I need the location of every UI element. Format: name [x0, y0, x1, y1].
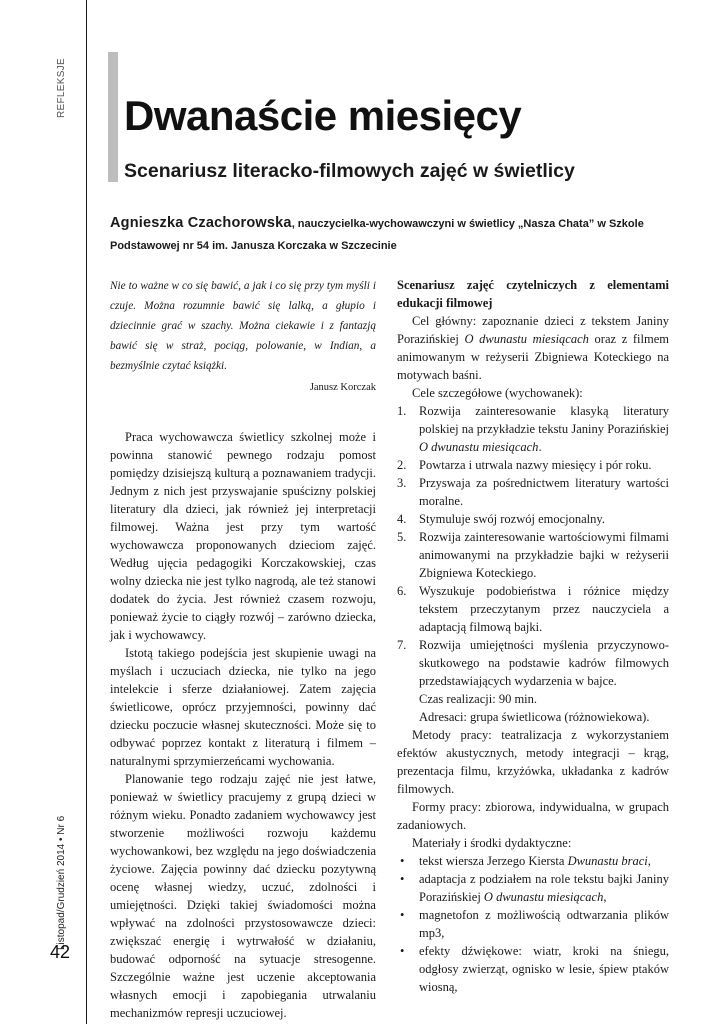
goal-item — [397, 456, 669, 474]
paragraph: Praca wychowawcza świetlicy szkolnej może i powinna stanowić pewnego rodzaju pomost pomiędzy dzisiejszą kulturą a poznawaniem tradycji. Jednym z nich jest przyswajanie spuścizny polskiej literatury dla dzieci, jak również jej interpretacji filmowej. Ważna jest przy tym wartość wychowawcza proponowanych dzieciom zajęć. Według ujęcia pedagogiki Korczakowskiej, czas wolny dziecka nie jest tylko nagrodą, ale też stanowi dodatek do życia. Jest również czasem rozwoju, ponieważ życie to ciągły rozwój – zarówno dziecka, jak i wychowawcy. — [110, 430, 376, 642]
item-text: magnetofon z możliwością odtwarzania plików mp3, — [419, 908, 669, 940]
item-text: Stymuluje swój rozwój emocjonalny. — [419, 512, 605, 526]
item-text: Przyswaja za pośrednictwem literatury wartości moralne. — [419, 476, 669, 508]
author-affiliation: , nauczycielka-wychowawczyni w świetlicy „Nasza Chata” w Szkole — [291, 218, 644, 230]
item-suffix: . — [538, 440, 542, 454]
item-text: Powtarza i utrwala nazwy miesięcy i pór roku. — [419, 458, 652, 472]
goal-number: 4. — [397, 512, 407, 526]
scenario-heading: Scenariusz zajęć czytelniczych z elementami edukacji filmowej — [397, 278, 669, 310]
goals-list — [397, 402, 669, 690]
article-subtitle: Scenariusz literacko-filmowych zajęć w świetlicy — [124, 160, 575, 182]
book-title: O dwunastu miesiącach — [464, 332, 589, 346]
author-block — [110, 212, 670, 257]
article-title: Dwanaście miesięcy — [124, 92, 522, 139]
bullet-icon: • — [400, 854, 405, 868]
paragraph: Planowanie tego rodzaju zajęć nie jest łatwe, ponieważ w świetlicy pracujemy z grupą dzieci w różnym wieku. Ponadto zadaniem wychowawcy jest stworzenie możliwości rozwoju każdemu wychowankowi, bez względu na jego doświadczenia życiowe. Zajęcia powinny dać dziecku pozytywną ocenę własnej wiedzy, uczuć, zdolności i umiejętności. Dzięki takiej świadomości można wpływać na zdolności przystosowawcze dzieci: zwiększać energię i wytrwałość w działaniu, budować odporność na sytuacje stresogenne. Szczególnie ważne jest uczenie akceptowania własnych emocji i zapobiegania utrwalaniu mechanizmów represji uczuciowej. — [110, 772, 376, 1020]
goal-number: 1. — [397, 404, 407, 418]
goal-number: 7. — [397, 638, 407, 652]
goal-number: 2. — [397, 458, 407, 472]
bullet-icon: • — [400, 908, 405, 922]
main-goal-text-cont: oraz z filmem animowanym w reżyserii Zbigniewa Koteckiego na motywach baśni. — [397, 332, 669, 382]
methods-info: Metody pracy: teatralizacja z wykorzystaniem efektów akustycznych, metody integracji – krąg, prezentacja filmu, krzyżówka, układanka z kadrów filmowych. — [397, 728, 669, 796]
margin-rule — [86, 0, 87, 1024]
page-number: 42 — [50, 942, 71, 962]
item-text: Rozwija zainteresowanie wartościowymi filmami animowanymi na przykładzie bajki w reżyserii Zbigniewa Koteckiego. — [419, 530, 669, 580]
materials-heading: Materiały i środki dydaktyczne: — [412, 836, 572, 850]
goal-item — [397, 510, 669, 528]
author-affiliation-cont: Podstawowej nr 54 im. Janusza Korczaka w Szczecinie — [110, 240, 397, 252]
item-text: efekty dźwiękowe: wiatr, kroki na śniegu, odgłosy zwierząt, ognisko w lesie, śpiew ptaków wiosną, — [419, 944, 669, 994]
material-item — [397, 906, 669, 942]
author-name: Agnieszka Czachorowska — [110, 215, 292, 231]
main-goal — [397, 312, 669, 384]
goal-number: 5. — [397, 530, 407, 544]
item-text: Rozwija zainteresowanie klasyką literatury polskiej na przykładzie tekstu Janiny Porazińskiej — [419, 404, 669, 436]
item-title: Dwunastu braci — [567, 854, 648, 868]
audience-info: Adresaci: grupa świetlicowa (różnowiekowa). — [419, 710, 650, 724]
intro-text — [110, 428, 376, 1022]
section-label: REFLEKSJE — [56, 58, 67, 118]
goal-item — [397, 528, 669, 582]
issue-label: Listopad/Grudzień 2014 • Nr 6 — [56, 815, 67, 950]
motto-author: Janusz Korczak — [309, 382, 376, 393]
item-text: tekst wiersza Jerzego Kiersta — [419, 854, 568, 868]
goal-number: 6. — [397, 584, 407, 598]
goals-heading: Cele szczegółowe (wychowanek): — [412, 386, 583, 400]
goal-item — [397, 474, 669, 510]
material-item — [397, 870, 669, 906]
item-title: O dwunastu miesiącach — [419, 440, 539, 454]
bullet-icon: • — [400, 872, 405, 886]
material-item — [397, 852, 669, 870]
goal-item — [397, 582, 669, 636]
goal-item — [397, 636, 669, 690]
main-goal-text: Cel główny: zapoznanie dzieci z tekstem Janiny Porazińskiej — [397, 314, 669, 346]
item-text: Rozwija umiejętności myślenia przyczynowo-skutkowego na podstawie kadrów filmowych przedstawiających wydarzenia w bajce. — [419, 638, 669, 688]
right-column — [397, 276, 669, 996]
item-text: adaptacja z podziałem na role tekstu bajki Janiny Porazińskiej — [419, 872, 669, 904]
motto-text: Nie to ważne w co się bawić, a jak i co się przy tym myśli i czuje. Można rozumnie bawić się lalką, a głupio i dziecinnie grać w szachy. Można ciekawie i z fantazją bawić się w straż, pociąg, polowanie, w Indian, a bezmyślnie czytać książki. — [110, 280, 376, 372]
item-title: O dwunastu miesiącach — [483, 890, 604, 904]
title-accent-bar — [108, 52, 118, 182]
item-suffix: , — [603, 890, 607, 904]
item-suffix: , — [647, 854, 651, 868]
left-column — [110, 276, 376, 1022]
time-info: Czas realizacji: 90 min. — [419, 692, 538, 706]
materials-list — [397, 852, 669, 996]
material-item — [397, 942, 669, 996]
bullet-icon: • — [400, 944, 405, 958]
goal-item — [397, 402, 669, 456]
forms-info: Formy pracy: zbiorowa, indywidualna, w grupach zadaniowych. — [397, 800, 669, 832]
paragraph: Istotą takiego podejścia jest skupienie uwagi na myślach i uczuciach dziecka, nie tylko na jego intelekcie i sferze działaniowej. Zatem zajęcia świetlicowe, oprócz przyjemności, powinny dać dziecku poczucie własnej skuteczności. Może się to odbywać poprzez kontakt z literaturą i filmem – naturalnymi sprzymierzeńcami wychowania. — [110, 646, 376, 768]
item-text: Wyszukuje podobieństwa i różnice między tekstem przeczytanym przez nauczyciela a adaptacją filmową bajki. — [419, 584, 669, 634]
goal-number: 3. — [397, 476, 407, 490]
